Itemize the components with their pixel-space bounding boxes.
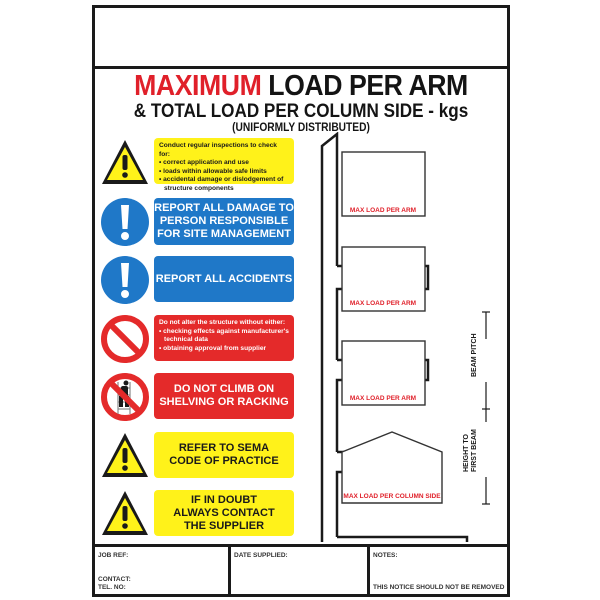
panel-line: THE SUPPLIER [183, 519, 265, 532]
column-load-label: MAX LOAD PER COLUMN SIDE [343, 493, 441, 500]
report-accidents-panel [154, 256, 294, 302]
arm-load-label: MAX LOAD PER ARM [349, 207, 417, 214]
panel-line: REFER TO SEMA [178, 442, 270, 454]
prohibition-icon [100, 314, 150, 364]
do-not-alter-panel [154, 315, 294, 361]
panel-line: CODE OF PRACTICE [169, 455, 279, 467]
date-supplied-label: DATE SUPPLIED: [234, 552, 288, 559]
panel-line: ALWAYS CONTACT [173, 506, 275, 519]
inspection-bullet: • correct application and use [159, 159, 249, 167]
subtitle: & TOTAL LOAD PER COLUMN SIDE - kgs [133, 101, 469, 122]
alter-heading: Do not alter the structure without either: [159, 319, 286, 326]
distribution-note: (UNIFORMLY DISTRIBUTED) [232, 120, 370, 134]
panel-line: REPORT ALL ACCIDENTS [155, 272, 293, 285]
panel-line: REPORT ALL DAMAGE TO [154, 202, 294, 214]
panel-line: SHELVING OR RACKING [159, 396, 289, 408]
date-supplied-cell[interactable] [231, 547, 367, 594]
alter-bullet: • obtaining approval from supplier [159, 344, 267, 352]
report-damage-panel [154, 198, 294, 245]
warning-triangle-icon [100, 431, 150, 481]
notice-text: THIS NOTICE SHOULD NOT BE REMOVED [373, 584, 505, 591]
cantilever-rack-diagram [300, 132, 510, 542]
title-highlight: MAXIMUM [134, 70, 262, 102]
arm-load-label: MAX LOAD PER ARM [349, 395, 417, 402]
inspection-panel [154, 138, 294, 192]
panel-line: PERSON RESPONSIBLE [159, 215, 289, 227]
no-climbing-icon [100, 372, 150, 422]
inspection-heading: Conduct regular inspections to check for: [159, 142, 277, 158]
warning-triangle-icon [100, 138, 150, 188]
mandatory-exclamation-icon [100, 255, 150, 305]
height-label-line2: FIRST BEAM [471, 429, 478, 472]
panel-line: FOR SITE MANAGEMENT [157, 228, 291, 240]
arm-load-label: MAX LOAD PER ARM [349, 300, 417, 307]
inspection-bullet: structure components [164, 184, 234, 192]
contact-supplier-panel [154, 490, 294, 536]
inspection-bullet: • accidental damage or dislodgement of [159, 176, 284, 184]
contact-label: CONTACT: [98, 576, 131, 583]
beam-pitch-label: BEAM PITCH [471, 333, 478, 377]
blank-header-area [92, 5, 510, 69]
job-ref-label: JOB REF: [98, 552, 129, 559]
alter-bullet: technical data [164, 336, 208, 344]
sema-code-panel [154, 432, 294, 478]
tel-label: TEL. NO: [98, 584, 126, 591]
mandatory-exclamation-icon [100, 197, 150, 247]
warning-triangle-icon [100, 489, 150, 539]
panel-line: DO NOT CLIMB ON [173, 383, 275, 395]
do-not-climb-panel [154, 373, 294, 419]
panel-line: IF IN DOUBT [190, 493, 257, 506]
main-title [109, 70, 494, 102]
inspection-bullet: • loads within allowable safe limits [159, 167, 267, 175]
job-ref-cell[interactable] [95, 547, 228, 594]
notes-cell[interactable] [370, 547, 507, 594]
alter-bullet: • checking effects against manufacturer's [159, 327, 289, 335]
notes-label: NOTES: [373, 552, 398, 559]
title-rest: LOAD PER ARM [261, 70, 468, 102]
height-label-line1: HEIGHT TO [463, 434, 470, 472]
